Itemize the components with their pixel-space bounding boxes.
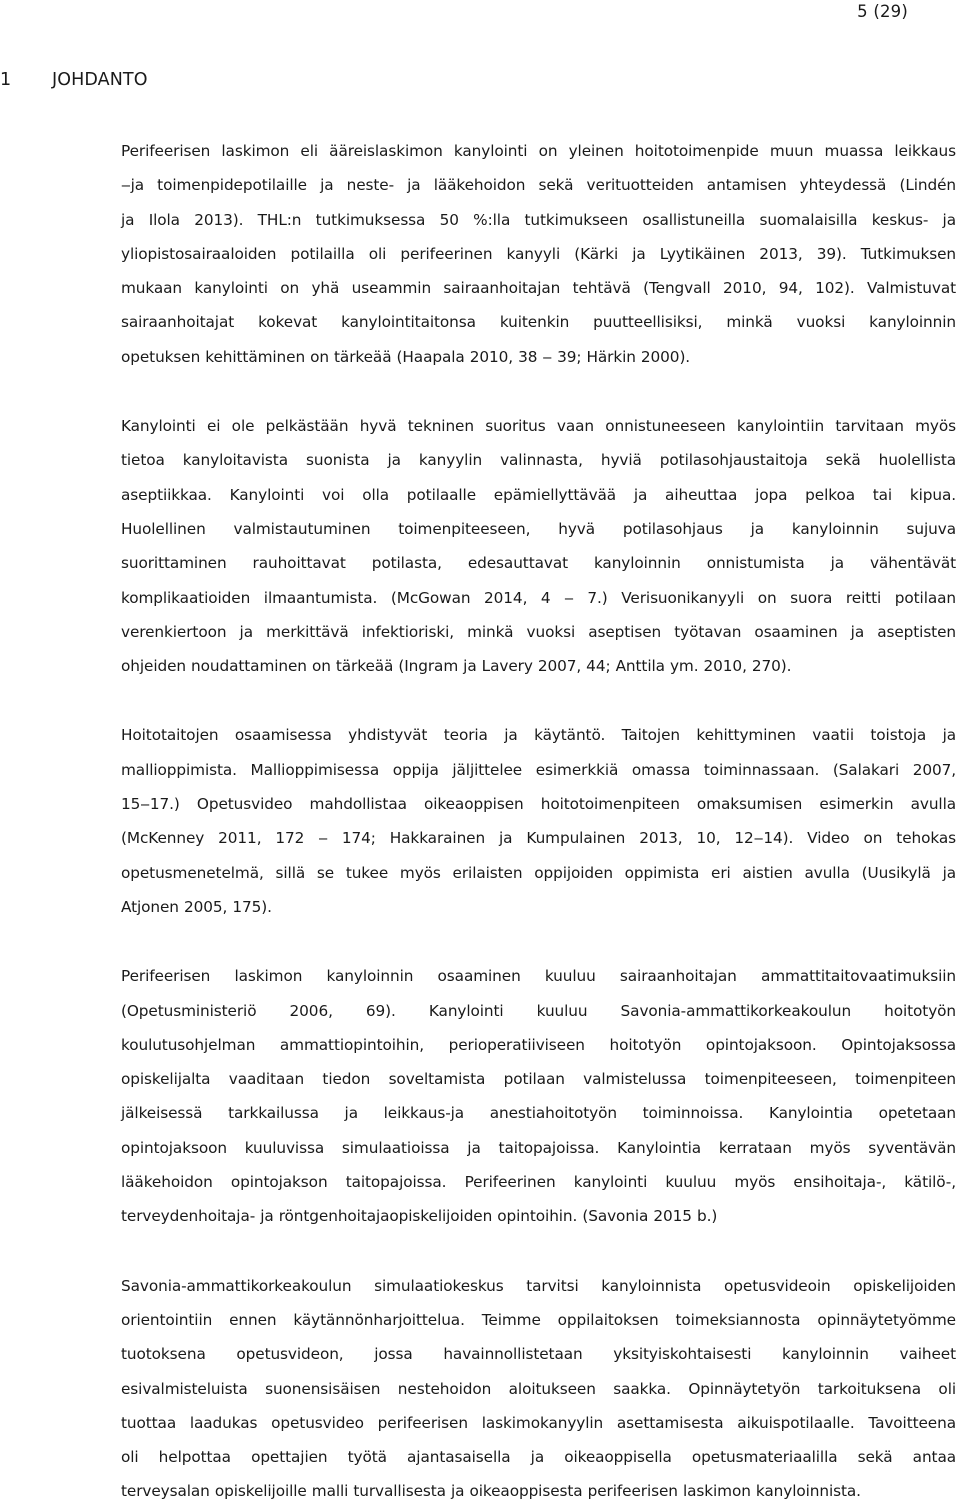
- text-line: ja Ilola 2013). THL:n tutkimuksessa 50 %:lla tutkimukseen osallistuneilla suomalaisilla keskus- ja: [121, 210, 956, 229]
- text-line: Perifeerisen laskimon eli ääreislaskimon kanylointi on yleinen hoitotoimenpide muun muassa leikkaus: [121, 142, 956, 160]
- text-line: Hoitotaitojen osaamisessa yhdistyvät teoria ja käytäntö. Taitojen kehittyminen vaatii toistoja ja: [121, 726, 956, 745]
- text-line: mukaan kanylointi on yhä useammin sairaanhoitajan tehtävä (Tengvall 2010, 94, 102). Valmistuvat: [121, 279, 956, 298]
- text-line: orientointiin ennen käytännönharjoittelua. Teimme oppilaitoksen toimeksiannosta opinnäytetyömme: [121, 1310, 956, 1329]
- text-line: tuotoksena opetusvideon, jossa havainnollistetaan yksityiskohtaisesti kanyloinnin vaiheet: [121, 1345, 956, 1364]
- text-line: (McKenney 2011, 172 ‒ 174; Hakkarainen ja Kumpulainen 2013, 10, 12‒14). Video on tehokas: [121, 829, 956, 848]
- text-line: verenkiertoon ja merkittävä infektioriski, minkä vuoksi aseptisen työtavan osaaminen ja aseptisten: [121, 622, 956, 641]
- text-line: ‒ja toimenpidepotilaille ja neste- ja lääkehoidon sekä verituotteiden antamisen yhteydessä (Lindén: [121, 176, 956, 195]
- text-line: terveysalan opiskelijoille malli turvallisesta ja oikeaoppisesta perifeerisen laskimon kanyloinnista.: [121, 1482, 861, 1501]
- text-line: tuottaa laadukas opetusvideo perifeerisen laskimokanyylin asettamisesta aikuispotilaalle. Tavoitteena: [121, 1413, 956, 1432]
- text-line: esivalmisteluista suonensisäisen nestehoidon aloitukseen saakka. Opinnäytetyön tarkoituksena oli: [121, 1379, 956, 1398]
- page-number: 5 (29): [857, 2, 908, 21]
- text-line: komplikaatioiden ilmaantumista. (McGowan 2014, 4 ‒ 7.) Verisuonikanyyli on suora reitti potilaan: [121, 588, 956, 607]
- text-line: Savonia-ammattikorkeakoulun simulaatiokeskus tarvitsi kanyloinnista opetusvideoin opiskelijoiden: [121, 1276, 956, 1295]
- chapter-title: JOHDANTO: [52, 70, 148, 90]
- paragraph-3: [121, 718, 956, 924]
- body-text: [121, 134, 956, 1509]
- text-line: koulutusohjelman ammattiopintoihin, perioperatiiviseen hoitotyön opintojaksoon. Opintojaksossa: [121, 1035, 956, 1054]
- text-line: opintojaksoon kuuluvissa simulaatioissa ja taitopajoissa. Kanylointia kerrataan myös syventävän: [121, 1138, 956, 1157]
- text-line: opetusmenetelmä, sillä se tukee myös erilaisten oppijoiden oppimista eri aistien avulla (Uusikylä ja: [121, 863, 956, 882]
- text-line: Kanylointi ei ole pelkästään hyvä tekninen suoritus vaan onnistuneeseen kanylointiin tarvitaan myös: [121, 417, 956, 436]
- text-line: aseptiikkaa. Kanylointi voi olla potilaalle epämiellyttävää ja aiheuttaa jopa pelkoa tai kipua.: [121, 485, 956, 504]
- text-line: ohjeiden noudattaminen on tärkeää (Ingram ja Lavery 2007, 44; Anttila ym. 2010, 270).: [121, 657, 792, 676]
- text-line: opiskelijalta vaaditaan tiedon soveltamista potilaan valmistelussa toimenpiteeseen, toimenpiteen: [121, 1070, 956, 1089]
- text-line: opetuksen kehittäminen on tärkeää (Haapala 2010, 38 ‒ 39; Härkin 2000).: [121, 347, 691, 366]
- text-line: Atjonen 2005, 175).: [121, 897, 272, 916]
- text-line: 15‒17.) Opetusvideo mahdollistaa oikeaoppisen hoitotoimenpiteen omaksumisen esimerkin avulla: [121, 795, 956, 814]
- chapter-heading: [0, 70, 148, 90]
- text-line: oli helpottaa opettajien työtä ajantasaisella ja oikeaoppisella opetusmateriaalilla sekä antaa: [121, 1448, 956, 1467]
- text-line: jälkeisessä tarkkailussa ja leikkaus-ja anestiahoitotyön toiminnoissa. Kanylointia opetetaan: [121, 1104, 956, 1123]
- text-line: yliopistosairaaloiden potilailla oli perifeerinen kanyyli (Kärki ja Lyytikäinen 2013, 39). Tutkimuksen: [121, 244, 956, 263]
- text-line: lääkehoidon opintojakson taitopajoissa. Perifeerinen kanylointi kuuluu myös ensihoitaja-, kätilö-,: [121, 1173, 956, 1192]
- paragraph-2: [121, 409, 956, 683]
- text-line: terveydenhoitaja- ja röntgenhoitajaopiskelijoiden opintoihin. (Savonia 2015 b.): [121, 1207, 718, 1226]
- text-line: Huolellinen valmistautuminen toimenpiteeseen, hyvä potilasohjaus ja kanyloinnin sujuva: [121, 519, 956, 538]
- paragraph-1: [121, 134, 956, 374]
- paragraph-4: [121, 959, 956, 1233]
- text-line: Perifeerisen laskimon kanyloinnin osaaminen kuuluu sairaanhoitajan ammattitaitovaatimuksiin: [121, 967, 956, 986]
- text-line: mallioppimista. Mallioppimisessa oppija jäljittelee esimerkkiä omassa toiminnassaan. (Salakari 2007,: [121, 760, 956, 779]
- text-line: suorittaminen rauhoittavat potilasta, edesauttavat kanyloinnin onnistumista ja vähentävät: [121, 554, 956, 573]
- paragraph-5: [121, 1269, 956, 1509]
- text-line: tietoa kanyloitavista suonista ja kanyylin valinnasta, hyviä potilasohjaustaitoja sekä huolellista: [121, 451, 956, 470]
- chapter-number: 1: [0, 70, 12, 90]
- text-line: (Opetusministeriö 2006, 69). Kanylointi kuuluu Savonia-ammattikorkeakoulun hoitotyön: [121, 1001, 956, 1020]
- text-line: sairaanhoitajat kokevat kanylointitaitonsa kuitenkin puutteellisiksi, minkä vuoksi kanyloinnin: [121, 313, 956, 332]
